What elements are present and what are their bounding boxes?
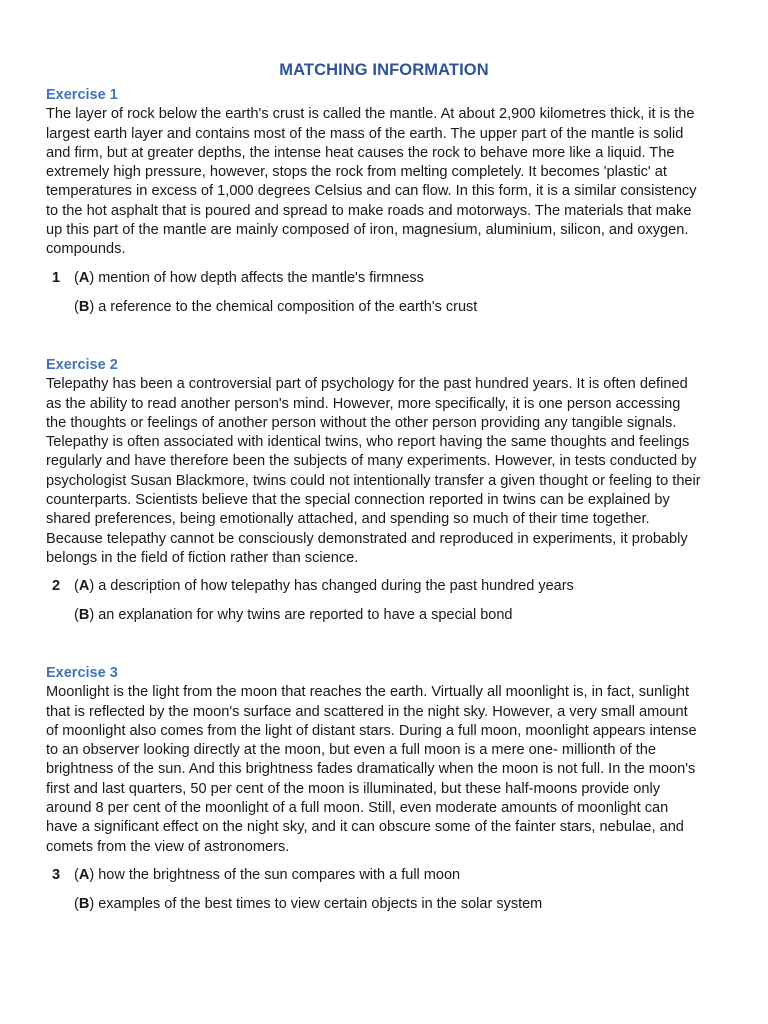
option-b: (B) a reference to the chemical composition of the earth's crust bbox=[74, 298, 478, 315]
passage-line: extremely high pressure, however, stops the rock from melting completely. It becomes 'plastic' at bbox=[46, 164, 667, 181]
option-b: (B) examples of the best times to view certain objects in the solar system bbox=[74, 895, 543, 912]
question-1 bbox=[46, 269, 726, 317]
passage-line: psychologist Susan Blackmore, twins could not intentionally transfer a given thought or feeling to their bbox=[46, 472, 701, 489]
option-text: a reference to the chemical composition of the earth's crust bbox=[98, 298, 478, 315]
passage-line: Telepathy has been a controversial part of psychology for the past hundred years. It is often defined bbox=[46, 376, 688, 393]
passage-line: the thoughts or feelings of another person without the other person providing any tangible signals. bbox=[46, 414, 677, 431]
option-letter: B bbox=[78, 607, 90, 624]
question-number: 3 bbox=[52, 866, 61, 883]
passage-line: The layer of rock below the earth's crust is called the mantle. At about 2,900 kilometres thick, it is the bbox=[46, 106, 695, 123]
question-number: 2 bbox=[52, 578, 61, 595]
passage-line: shared preferences, being emotionally attached, and spending so much of their time together. bbox=[46, 511, 650, 528]
exercise-heading: Exercise 3 bbox=[46, 665, 118, 681]
option-a: 3 (A) how the brightness of the sun compares with a full moon bbox=[52, 866, 461, 883]
exercise-passage bbox=[46, 105, 726, 259]
option-letter: A bbox=[78, 578, 90, 595]
passage-line: temperatures in excess of 1,000 degrees Celsius and can flow. In this form, it is a similar consistency bbox=[46, 183, 697, 200]
question-number: 1 bbox=[52, 269, 61, 286]
passage-line: to an observer looking directly at the moon, but even a full moon is a mere one- millionth of the bbox=[46, 742, 657, 759]
passage-line: comets from the view of astronomers. bbox=[46, 838, 290, 855]
document-title: MATCHING INFORMATION bbox=[279, 61, 489, 79]
option-text: a description of how telepathy has changed during the past hundred years bbox=[98, 578, 574, 595]
option-letter: B bbox=[78, 895, 90, 912]
passage-line: around 8 per cent of the moonlight of a full moon. Still, even moderate amounts of moonlight can bbox=[46, 800, 669, 817]
option-text: examples of the best times to view certain objects in the solar system bbox=[98, 895, 543, 912]
exercise-3 bbox=[46, 664, 726, 914]
exercise-passage bbox=[46, 375, 726, 568]
option-text: how the brightness of the sun compares with a full moon bbox=[98, 866, 461, 883]
passage-line: as the ability to read another person's mind. However, more specifically, it is one person accessing bbox=[46, 395, 681, 412]
exercise-2 bbox=[46, 356, 726, 625]
exercise-1 bbox=[46, 86, 726, 317]
passage-line: counterparts. Scientists believe that the special connection reported in twins can be explained by bbox=[46, 492, 670, 509]
passage-line: Because telepathy cannot be consciously demonstrated and reproduced in experiments, it probably bbox=[46, 530, 688, 547]
passage-line: largest earth layer and contains most of the mass of the earth. The upper part of the mantle is solid bbox=[46, 125, 684, 142]
option-text: mention of how depth affects the mantle's firmness bbox=[98, 269, 424, 286]
option-b: (B) an explanation for why twins are reported to have a special bond bbox=[74, 607, 513, 624]
passage-line: belongs in the field of fiction rather than science. bbox=[46, 549, 359, 566]
option-letter: A bbox=[78, 269, 90, 286]
passage-line: of moonlight also comes from the light of distant stars. During a full moon, moonlight appears intense bbox=[46, 722, 697, 739]
exercise-heading: Exercise 1 bbox=[46, 87, 118, 103]
option-a: 1 (A) mention of how depth affects the mantle's firmness bbox=[52, 269, 424, 286]
passage-line: Moonlight is the light from the moon that reaches the earth. Virtually all moonlight is, in fact, sunlight bbox=[46, 684, 690, 701]
passage-line: and firm, but at greater depths, the intense heat causes the rock to behave more like a liquid. The bbox=[46, 144, 675, 161]
option-letter: A bbox=[78, 866, 90, 883]
option-letter: B bbox=[78, 298, 90, 315]
passage-line: regularly and have therefore been the subjects of many experiments. However, in tests conducted by bbox=[46, 453, 697, 470]
exercise-passage bbox=[46, 683, 726, 857]
question-3 bbox=[46, 866, 726, 914]
passage-line: Telepathy is often associated with identical twins, who report having the same thoughts and feelings bbox=[46, 434, 690, 451]
passage-line: first and last quarters, 50 per cent of the moon is illuminated, but these half-moons provide only bbox=[46, 780, 661, 797]
passage-line: have a significant effect on the night sky, and it can obscure some of the fainter stars, nebulae, and bbox=[46, 819, 684, 836]
passage-line: compounds. bbox=[46, 241, 126, 258]
exercise-heading: Exercise 2 bbox=[46, 357, 118, 373]
option-a: 2 (A) a description of how telepathy has changed during the past hundred years bbox=[52, 578, 574, 595]
question-2 bbox=[46, 577, 726, 625]
passage-line: that is reflected by the moon's surface and scattered in the night sky. However, a very small amount bbox=[46, 703, 688, 720]
passage-line: to the hot asphalt that is poured and spread to make roads and motorways. The materials that make bbox=[46, 202, 692, 219]
passage-line: brightness of the sun. And this brightness fades dramatically when the moon is not full. In the moon's bbox=[46, 761, 696, 778]
option-text: an explanation for why twins are reported to have a special bond bbox=[98, 607, 513, 624]
passage-line: up this part of the mantle are mainly composed of iron, magnesium, aluminium, silicon, and oxygen. bbox=[46, 222, 689, 239]
